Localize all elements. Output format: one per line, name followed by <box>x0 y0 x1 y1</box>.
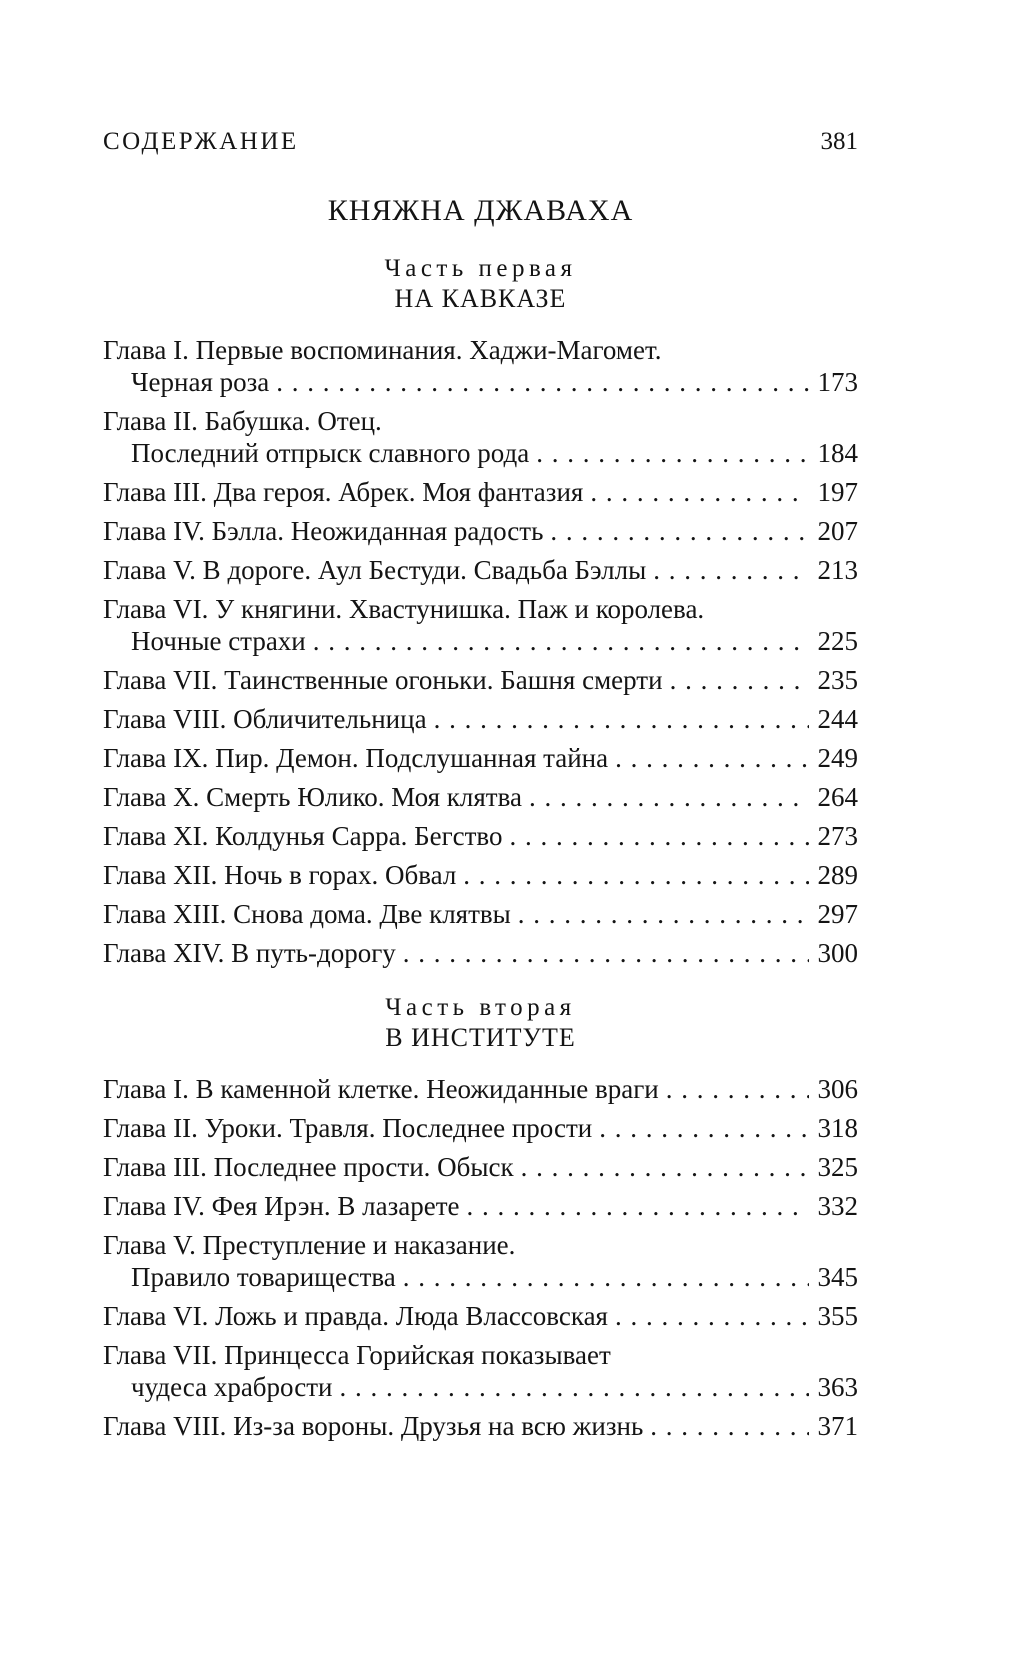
toc-entry-page-number: 363 <box>817 1372 858 1402</box>
toc-entry-row <box>103 437 858 469</box>
dot-leader <box>521 1151 809 1183</box>
dot-leader <box>276 366 808 398</box>
toc-entry-text: Черная роза <box>131 367 270 397</box>
part-entries <box>103 1073 858 1442</box>
toc-entry-page-number: 207 <box>817 516 858 546</box>
toc-entry-text: Глава XI. Колдунья Сарра. Бегство <box>103 821 503 851</box>
toc-entry-page-number: 264 <box>817 782 858 812</box>
toc-entry <box>103 1339 858 1403</box>
book-title: КНЯЖНА ДЖАВАХА <box>327 194 634 227</box>
toc-entry-row <box>103 820 858 852</box>
toc-entry-text: Глава VIII. Из-за вороны. Друзья на всю жизнь <box>103 1411 644 1441</box>
toc-entry-text: Глава VIII. Обличительница <box>103 704 427 734</box>
toc-parts <box>103 254 858 1442</box>
toc-entry-page-number: 289 <box>817 860 858 890</box>
toc-entry <box>103 1073 858 1105</box>
toc-entry-row <box>103 742 858 774</box>
dot-leader <box>467 1190 809 1222</box>
toc-entry <box>103 742 858 774</box>
toc-entry-page-number: 249 <box>817 743 858 773</box>
toc-entry-page-number: 184 <box>817 438 858 468</box>
toc-entry-text: Последний отпрыск славного рода <box>131 438 530 468</box>
toc-entry-row <box>103 703 858 735</box>
part-entries <box>103 334 858 969</box>
toc-entry-row <box>103 1261 858 1293</box>
dot-leader <box>650 1410 808 1442</box>
dot-leader <box>510 820 809 852</box>
toc-entry-text: Глава I. В каменной клетке. Неожиданные враги <box>103 1074 659 1104</box>
toc-entry-page-number: 225 <box>817 626 858 656</box>
toc-entry <box>103 1410 858 1442</box>
toc-entry-row <box>103 1112 858 1144</box>
toc-entry-text: Правило товарищества <box>131 1262 396 1292</box>
toc-entry <box>103 781 858 813</box>
toc-entry-page-number: 325 <box>817 1152 858 1182</box>
part-title: НА КАВКАЗЕ <box>394 284 567 313</box>
toc-entry-page-number: 244 <box>817 704 858 734</box>
toc-entry <box>103 937 858 969</box>
toc-entry <box>103 1112 858 1144</box>
toc-entry-row <box>103 1410 858 1442</box>
dot-leader <box>615 1300 809 1332</box>
toc-entry-text: Глава VI. Ложь и правда. Люда Влассовская <box>103 1301 608 1331</box>
dot-leader <box>670 664 809 696</box>
dot-leader <box>313 625 809 657</box>
toc-entry-row <box>103 781 858 813</box>
dot-leader <box>599 1112 808 1144</box>
toc-part <box>103 993 858 1442</box>
toc-entry <box>103 664 858 696</box>
toc-entry <box>103 405 858 469</box>
dot-leader <box>434 703 809 735</box>
toc-entry <box>103 820 858 852</box>
toc-entry-page-number: 318 <box>817 1113 858 1143</box>
toc-entry-title: Глава I. Первые воспоминания. Хаджи-Магомет. <box>103 335 662 365</box>
toc-entry-row <box>103 625 858 657</box>
dot-leader <box>518 898 809 930</box>
toc-entry-page-number: 297 <box>817 899 858 929</box>
dot-leader <box>550 515 808 547</box>
toc-entry-row <box>103 1190 858 1222</box>
toc-entry-title: Глава II. Бабушка. Отец. <box>103 406 382 436</box>
toc-entry-row <box>103 1151 858 1183</box>
part-label: Часть первая <box>384 255 577 282</box>
toc-entry-row <box>103 1300 858 1332</box>
dot-leader <box>403 1261 809 1293</box>
running-head-page-number: 381 <box>820 128 858 155</box>
toc-entry <box>103 554 858 586</box>
toc-entry-page-number: 371 <box>817 1411 858 1441</box>
toc-entry-page-number: 273 <box>817 821 858 851</box>
toc-entry-row <box>103 937 858 969</box>
toc-entry-page-number: 300 <box>817 938 858 968</box>
toc-entry-title: Глава V. Преступление и наказание. <box>103 1230 516 1260</box>
toc-entry-row <box>103 859 858 891</box>
toc-part <box>103 254 858 969</box>
toc-entry-text: Глава XIV. В путь-дорогу <box>103 938 396 968</box>
toc-entry <box>103 859 858 891</box>
dot-leader <box>666 1073 809 1105</box>
toc-entry-text: Глава V. В дороге. Аул Бестуди. Свадьба Бэллы <box>103 555 647 585</box>
part-label: Часть вторая <box>385 994 576 1021</box>
toc-entry-text: Глава X. Смерть Юлико. Моя клятва <box>103 782 522 812</box>
toc-entry-text: Глава IV. Фея Ирэн. В лазарете <box>103 1191 460 1221</box>
dot-leader <box>463 859 808 891</box>
toc-entry-page-number: 345 <box>817 1262 858 1292</box>
toc-entry-row <box>103 664 858 696</box>
toc-entry <box>103 898 858 930</box>
toc-entry-row <box>103 366 858 398</box>
toc-entry <box>103 334 858 398</box>
toc-entry <box>103 515 858 547</box>
toc-entry-page-number: 197 <box>817 477 858 507</box>
part-title: В ИНСТИТУТЕ <box>385 1023 576 1052</box>
toc-entry-page-number: 355 <box>817 1301 858 1331</box>
toc-entry <box>103 1151 858 1183</box>
dot-leader <box>590 476 808 508</box>
dot-leader <box>403 937 809 969</box>
toc-entry-title: Глава VI. У княгини. Хвастунишка. Паж и королева. <box>103 594 705 624</box>
toc-entry-row <box>103 515 858 547</box>
toc-entry-row <box>103 554 858 586</box>
toc-entry-text: чудеса храбрости <box>131 1372 333 1402</box>
toc-entry-page-number: 173 <box>817 367 858 397</box>
toc-entry <box>103 1190 858 1222</box>
toc-entry-row <box>103 898 858 930</box>
running-head <box>103 126 858 158</box>
dot-leader <box>536 437 808 469</box>
running-head-title: СОДЕРЖАНИЕ <box>103 128 299 155</box>
toc-entry-row <box>103 476 858 508</box>
toc-entry-text: Глава IX. Пир. Демон. Подслушанная тайна <box>103 743 609 773</box>
dot-leader <box>339 1371 808 1403</box>
toc-entry-text: Глава III. Последнее прости. Обыск <box>103 1152 514 1182</box>
toc-entry <box>103 476 858 508</box>
toc-entry-text: Глава XII. Ночь в горах. Обвал <box>103 860 457 890</box>
toc-entry-text: Глава II. Уроки. Травля. Последнее прости <box>103 1113 593 1143</box>
toc-entry-page-number: 213 <box>817 555 858 585</box>
toc-entry-row <box>103 1371 858 1403</box>
toc-entry <box>103 1229 858 1293</box>
toc-entry-text: Ночные страхи <box>131 626 306 656</box>
dot-leader <box>529 781 809 813</box>
toc-entry-title: Глава VII. Принцесса Горийская показывает <box>103 1340 611 1370</box>
toc-entry-text: Глава VII. Таинственные огоньки. Башня смерти <box>103 665 663 695</box>
toc-entry-page-number: 306 <box>817 1074 858 1104</box>
toc-entry-text: Глава IV. Бэлла. Неожиданная радость <box>103 516 544 546</box>
dot-leader <box>615 742 808 774</box>
toc-entry-row <box>103 1073 858 1105</box>
toc-entry-page-number: 235 <box>817 665 858 695</box>
toc-entry-text: Глава XIII. Снова дома. Две клятвы <box>103 899 511 929</box>
toc-entry-page-number: 332 <box>817 1191 858 1221</box>
toc-entry <box>103 703 858 735</box>
dot-leader <box>653 554 808 586</box>
toc-content <box>103 126 858 1449</box>
toc-entry-text: Глава III. Два героя. Абрек. Моя фантазия <box>103 477 584 507</box>
toc-entry <box>103 593 858 657</box>
toc-entry <box>103 1300 858 1332</box>
